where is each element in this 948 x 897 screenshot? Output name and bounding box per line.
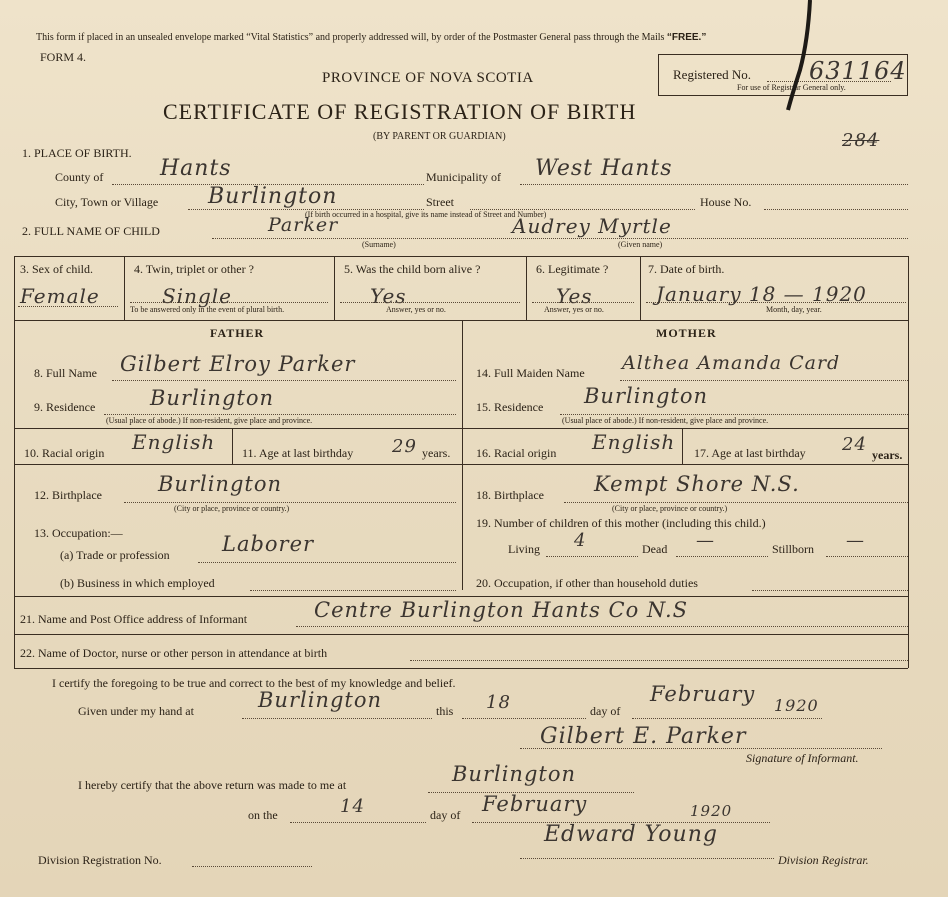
return-text: I hereby certify that the above return was made to me at (78, 778, 347, 792)
mother-racial-value: English (592, 430, 676, 454)
division-registrar-label: Division Registrar. (778, 853, 869, 867)
sex-label: 3. Sex of child. (20, 262, 93, 276)
father-residence-value: Burlington (150, 386, 275, 410)
father-racial-value: English (132, 430, 216, 454)
legitimate-value: Yes (556, 284, 593, 308)
twin-label: 4. Twin, triplet or other ? (134, 262, 254, 276)
father-age-value: 29 (392, 436, 417, 457)
postal-notice-free: “FREE.” (666, 32, 707, 43)
father-occupation-label: 13. Occupation:— (34, 526, 123, 540)
child-name-label: 2. FULL NAME OF CHILD (22, 224, 160, 238)
mother-residence-label: 15. Residence (476, 400, 544, 414)
given-under-label: Given under my hand at (78, 704, 194, 718)
father-trade-label: (a) Trade or profession (60, 548, 170, 562)
city-value: Burlington (208, 184, 338, 209)
mother-heading: MOTHER (656, 326, 717, 340)
division-no-label: Division Registration No. (38, 853, 162, 867)
place-of-birth-label: 1. PLACE OF BIRTH. (22, 146, 132, 160)
registered-number-label: Registered No. (673, 67, 751, 82)
alive-note: Answer, yes or no. (386, 305, 446, 314)
dead-label: Dead (642, 542, 668, 556)
informant-signature-label: Signature of Informant. (746, 751, 859, 765)
living-label: Living (508, 542, 540, 556)
registrar-use-note: For use of Registrar General only. (737, 83, 846, 92)
father-abode-note: (Usual place of abode.) If non-resident, give place and province. (106, 416, 313, 425)
registered-number-value: 631164 (809, 57, 907, 85)
date-value: January 18 — 1920 (656, 282, 867, 306)
mother-racial-label: 16. Racial origin (476, 446, 557, 460)
municipality-line (520, 184, 908, 185)
informant-signature: Gilbert E. Parker (540, 724, 747, 749)
form-number: FORM 4. (40, 50, 87, 64)
ink-stroke (770, 0, 830, 120)
father-birthplace-label: 12. Birthplace (34, 488, 102, 502)
given-month: February (650, 682, 756, 706)
alive-value: Yes (370, 284, 407, 308)
mother-age-value: 24 (842, 434, 867, 455)
registrar-signature: Edward Young (544, 822, 718, 847)
informant-value: Centre Burlington Hants Co N.S (314, 598, 689, 622)
return-day-of-label: day of (430, 808, 461, 822)
stillborn-label: Stillborn (772, 542, 815, 556)
father-name-label: 8. Full Name (34, 366, 97, 380)
county-label: County of (55, 170, 104, 184)
twin-note: To be answered only in the event of plural birth. (130, 305, 285, 314)
father-business-label: (b) Business in which employed (60, 576, 215, 590)
mother-children-label: 19. Number of children of this mother (including this child.) (476, 516, 766, 530)
mother-age-label: 17. Age at last birthday (694, 446, 806, 460)
street-label: Street (426, 195, 454, 209)
father-residence-label: 9. Residence (34, 400, 96, 414)
given-place: Burlington (258, 688, 383, 712)
county-value: Hants (160, 156, 232, 181)
return-month: February (482, 792, 588, 816)
informant-label: 21. Name and Post Office address of Informant (20, 612, 248, 626)
given-name-caption: (Given name) (618, 240, 663, 249)
father-racial-label: 10. Racial origin (24, 446, 105, 460)
doctor-label: 22. Name of Doctor, nurse or other person in attendance at birth (20, 646, 328, 660)
postal-notice-text: This form if placed in an unsealed envelope marked “Vital Statistics” and properly addressed will, by order of the Postmaster General pass through the Mails (36, 32, 665, 43)
mother-residence-value: Burlington (584, 384, 709, 408)
father-birthplace-value: Burlington (158, 472, 283, 496)
father-age-label: 11. Age at last birthday (242, 446, 354, 460)
date-note: Month, day, year. (766, 305, 822, 314)
date-label: 7. Date of birth. (648, 262, 725, 276)
certify-text: I certify the foregoing to be true and correct to the best of my knowledge and belief. (52, 676, 456, 690)
hospital-note: (If birth occurred in a hospital, give its name instead of Street and Number) (305, 210, 547, 219)
mother-birthplace-label: 18. Birthplace (476, 488, 544, 502)
mother-name-label: 14. Full Maiden Name (476, 366, 585, 380)
given-day-of-label: day of (590, 704, 621, 718)
twin-value: Single (162, 284, 233, 308)
child-given-name: Audrey Myrtle (512, 214, 672, 238)
municipality-label: Municipality of (426, 170, 501, 184)
mother-occupation-label: 20. Occupation, if other than household duties (476, 576, 698, 590)
father-age-unit: years. (422, 446, 451, 460)
child-name-line (212, 238, 908, 239)
city-label: City, Town or Village (55, 195, 159, 209)
sex-value: Female (20, 284, 100, 308)
province-heading: PROVINCE OF NOVA SCOTIA (322, 70, 534, 86)
child-surname: Parker (268, 214, 339, 236)
certificate-title: CERTIFICATE OF REGISTRATION OF BIRTH (163, 99, 637, 124)
surname-caption: (Surname) (362, 240, 396, 249)
alive-label: 5. Was the child born alive ? (344, 262, 481, 276)
living-value: 4 (574, 530, 587, 551)
return-place: Burlington (452, 762, 577, 786)
dead-value: — (696, 530, 715, 551)
given-year: 1920 (774, 696, 819, 715)
this-label: this (436, 704, 454, 718)
municipality-value: West Hants (535, 156, 673, 181)
return-year: 1920 (690, 802, 733, 820)
mother-name-value: Althea Amanda Card (622, 352, 841, 374)
father-heading: FATHER (210, 326, 265, 340)
given-day: 18 (486, 692, 511, 713)
legitimate-label: 6. Legitimate ? (536, 262, 609, 276)
legitimate-note: Answer, yes or no. (544, 305, 604, 314)
house-label: House No. (700, 195, 752, 209)
postal-notice (36, 32, 706, 43)
side-number: 284 (842, 130, 880, 151)
mother-age-unit: years. (872, 448, 903, 462)
return-day: 14 (340, 796, 365, 817)
mother-birthplace-note: (City or place, province or country.) (612, 504, 728, 513)
father-trade-value: Laborer (222, 532, 315, 556)
stillborn-value: — (846, 530, 865, 551)
father-name-value: Gilbert Elroy Parker (120, 352, 356, 376)
mother-birthplace-value: Kempt Shore N.S. (594, 472, 800, 496)
father-birthplace-note: (City or place, province or country.) (174, 504, 290, 513)
mother-abode-note: (Usual place of abode.) If non-resident, give place and province. (562, 416, 769, 425)
house-line (764, 209, 908, 210)
certificate-subtitle: (BY PARENT OR GUARDIAN) (373, 131, 506, 142)
on-the-label: on the (248, 808, 278, 822)
